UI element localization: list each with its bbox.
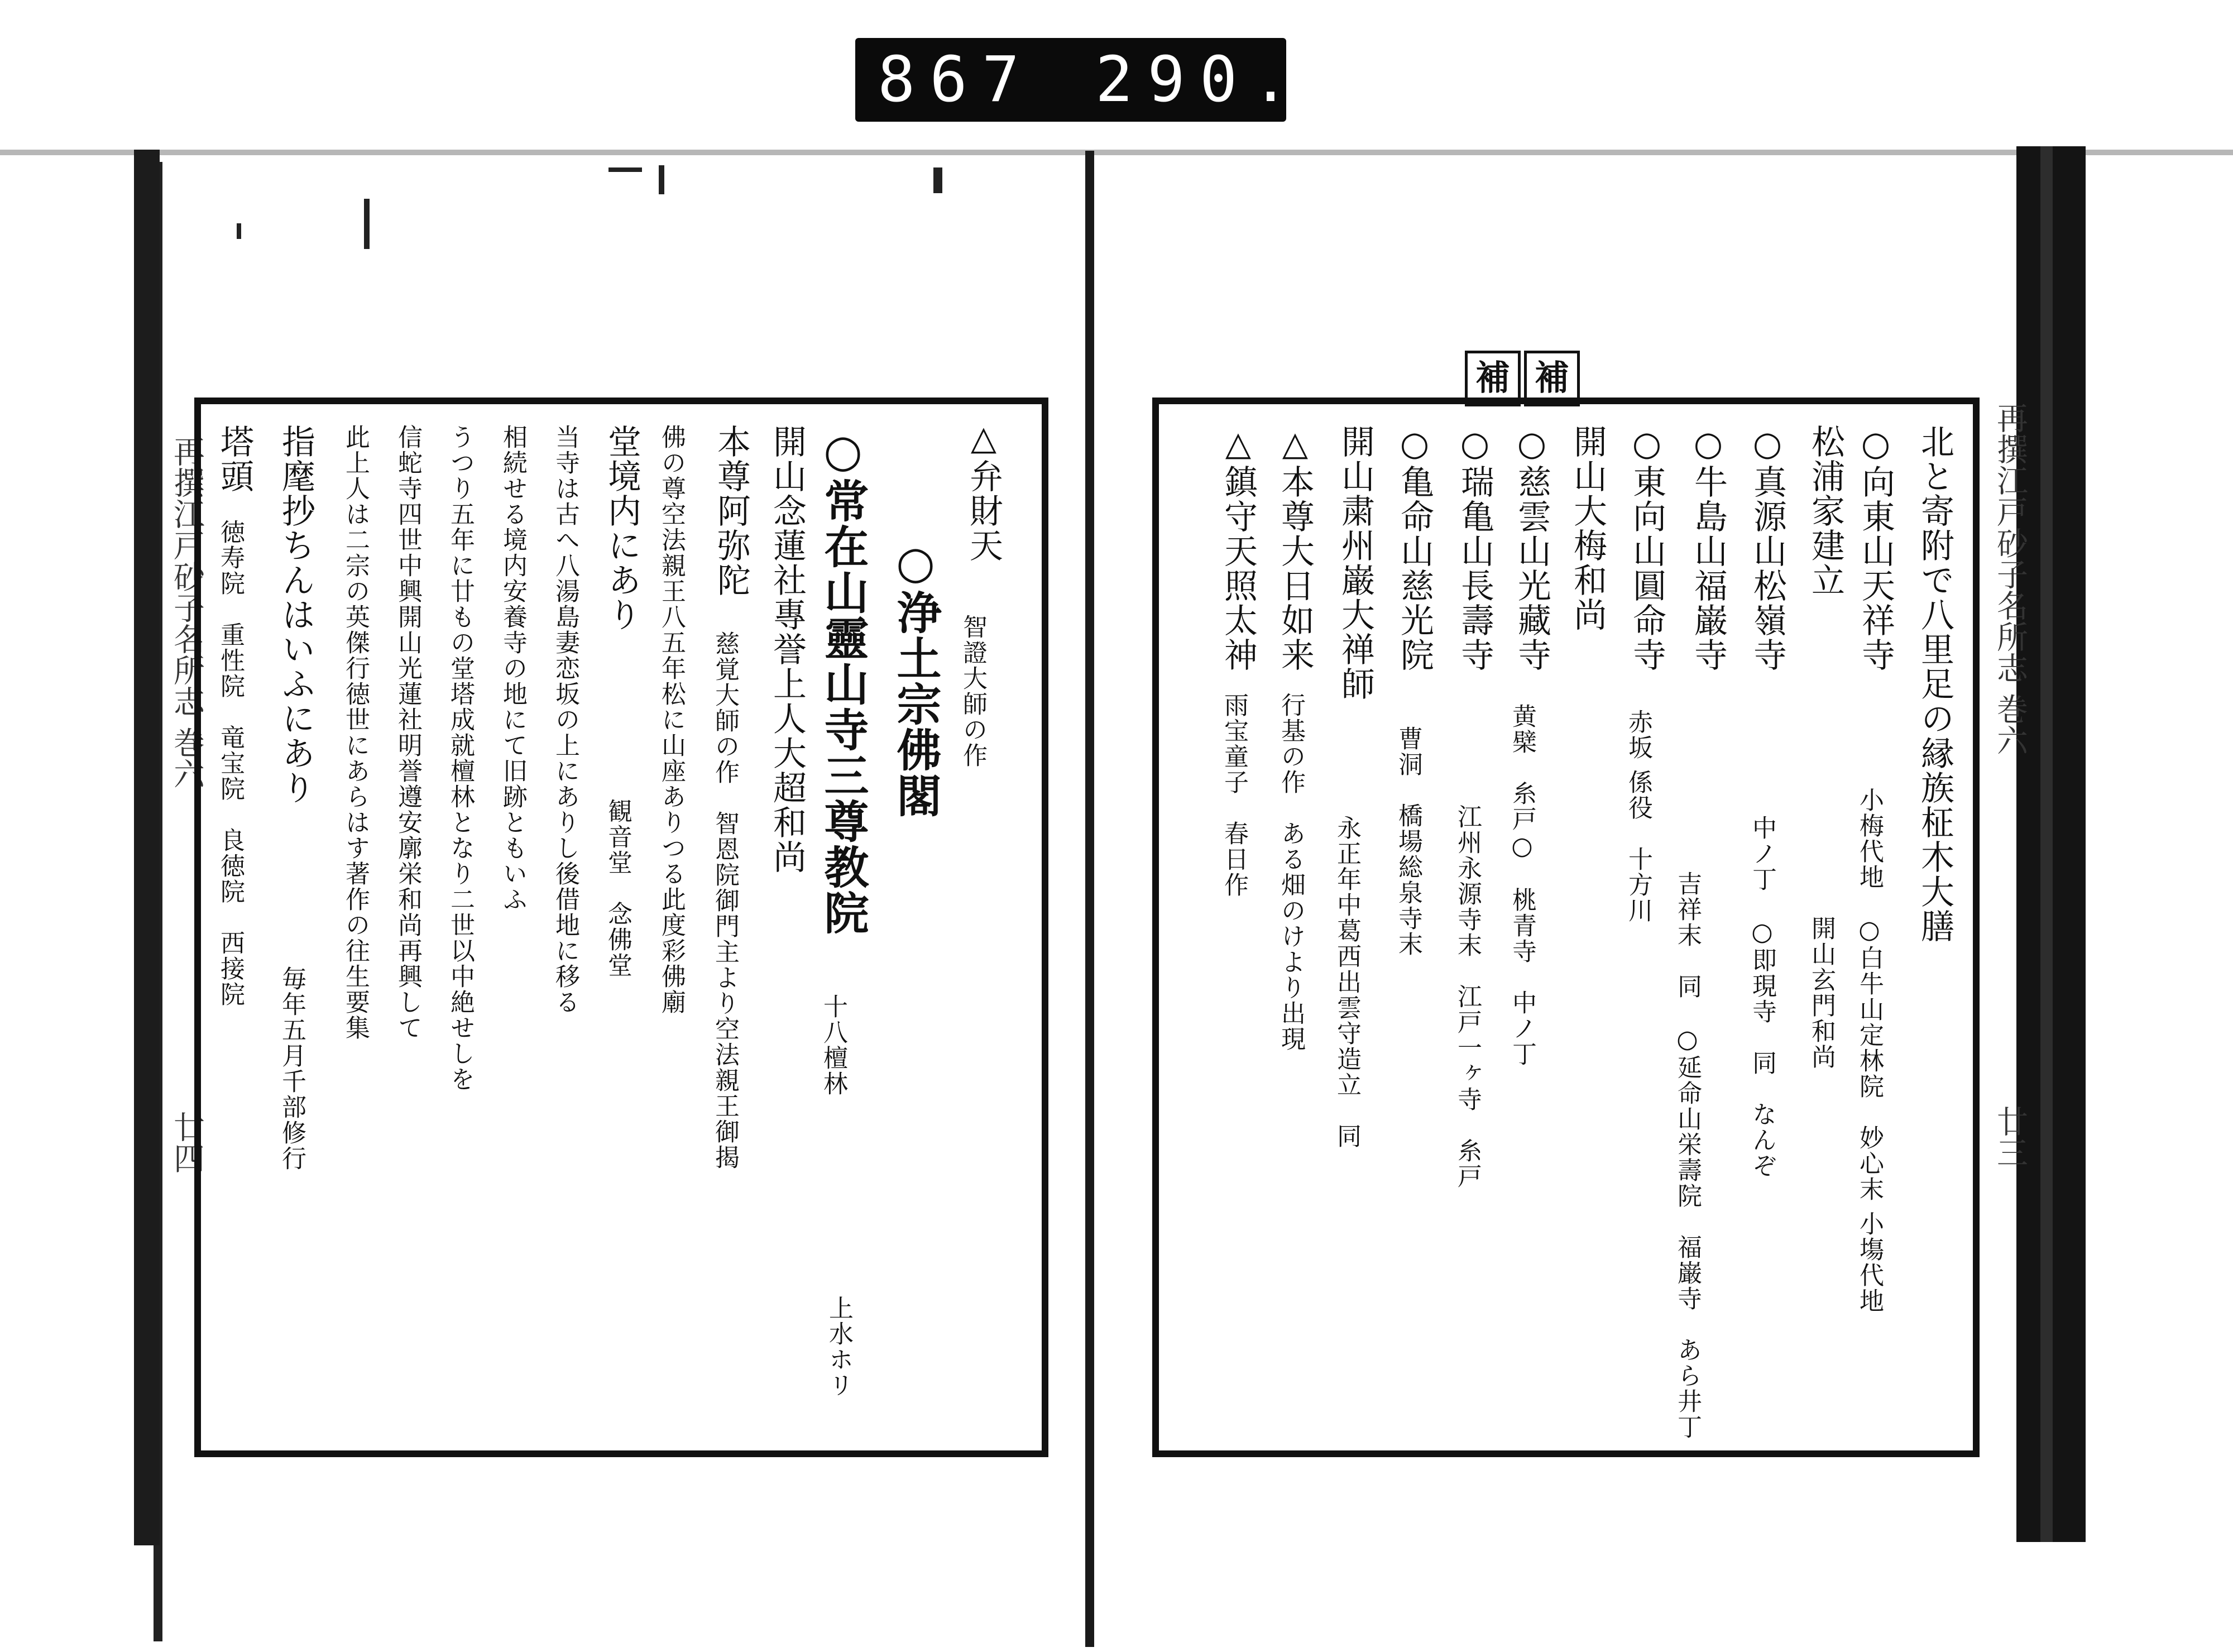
right-binding-line <box>2040 146 2053 1542</box>
left-column-14: 塔頭 <box>215 424 254 494</box>
left-page-folio: 廿四 <box>169 1111 205 1174</box>
left-column-5: 本尊阿弥陀 <box>712 424 751 597</box>
right-column-6: ○東向山圓命寺 <box>1627 424 1666 672</box>
right-column-8-note: 黄檗 糸戸○ 桃青寺 中ノ丁 <box>1508 703 1536 1067</box>
left-column-7: 堂境内にあり <box>602 424 641 632</box>
left-binding-edge <box>134 150 160 1545</box>
right-column-8: ○慈雲山光藏寺 <box>1512 424 1551 672</box>
right-column-6-note: 赤坂 係役 十方川 <box>1624 709 1652 923</box>
right-column-5-note: 吉祥末 同 ○延命山栄壽院 福巌寺 あら井丁 <box>1673 871 1702 1440</box>
left-column-6: 佛の尊空法親王八五年松に山座ありつる此度彩佛廟 <box>657 424 686 1015</box>
right-column-4-note: 中ノ丁 ○即現寺 同 なんぞ <box>1748 815 1776 1179</box>
left-column-2: ○浄土宗佛閣 <box>889 536 942 818</box>
right-column-12: △本尊大日如来 <box>1276 424 1315 672</box>
left-column-6-note: 上水ホリ <box>825 1295 853 1398</box>
right-column-13: △鎮守天照太神 <box>1219 424 1258 672</box>
right-column-3-note: 開山玄門和尚 <box>1807 916 1836 1070</box>
left-column-9: 相続せる境内安養寺の地にて旧跡ともいふ <box>499 424 527 912</box>
right-column-2: ○向東山天祥寺 <box>1856 424 1895 672</box>
left-column-14-note: 徳寿院 重性院 竜宝院 良徳院 西接院 <box>216 519 245 1007</box>
right-column-2-note: 小梅代地 ○白牛山定林院 妙心末 小塲代地 <box>1855 787 1884 1314</box>
ink-mark <box>364 199 370 249</box>
left-column-3: ○常在山靈山寺三尊教院 <box>817 424 869 936</box>
left-column-5-note: 慈覚大師の作 智恩院御門主より空法親王御揭 <box>711 631 739 1170</box>
right-column-1: 北と寄附で八里足の縁族柾木大膳 <box>1915 424 1954 944</box>
reel-frame-number: 867 <box>878 44 1034 116</box>
left-column-7-note: 観音堂 念佛堂 <box>603 798 632 978</box>
left-column-8: 当寺は古へ八湯島妻恋坂の上にありし後借地に移る <box>551 424 579 1015</box>
right-column-7: 開山大梅和尚 <box>1568 424 1607 632</box>
ink-mark <box>933 167 942 193</box>
ink-mark <box>237 223 241 239</box>
reel-label <box>855 38 1304 122</box>
right-column-10: ○亀命山慈光院 <box>1395 424 1434 672</box>
right-column-10-note: 曹洞 橋場総泉寺末 <box>1394 726 1422 957</box>
hosei-stamp: 補 <box>1465 351 1521 406</box>
left-column-11: 信蛇寺四世中興開山光蓮社明誉遵安廓栄和尚再興して <box>394 424 422 1041</box>
left-column-10: うつり五年に廿もの堂塔成就檀林となり二世以中絶せしを <box>446 424 475 1092</box>
right-page-folio: 廿三 <box>1992 1105 2028 1168</box>
left-column-13: 指麾抄ちんはいふにあり <box>276 424 315 805</box>
right-column-11: 開山粛州巌大禅師 <box>1336 424 1375 701</box>
hosei-stamp: 補 <box>1524 351 1580 406</box>
right-column-11-note: 永正年中葛西出雲守造立 同 <box>1333 815 1361 1149</box>
right-column-4: ○真源山松嶺寺 <box>1748 424 1787 672</box>
right-column-3: 松浦家建立 <box>1806 424 1845 597</box>
right-page-header-margin: 再撰江戸砂子名所志 巻六 <box>1992 402 2028 756</box>
right-column-9-note: 江州永源寺末 江戸一ヶ寺 糸戸 <box>1453 804 1482 1189</box>
book-spine <box>1085 151 1094 1647</box>
ink-mark <box>659 165 664 194</box>
right-column-13-note: 雨宝童子 春日作 <box>1220 692 1248 898</box>
left-column-3-note: 十八檀林 <box>819 994 847 1096</box>
left-column-1: △弁財天 <box>964 419 1003 563</box>
left-column-1-note: 智證大師の作 <box>959 614 987 768</box>
book-top-edge <box>0 150 2233 155</box>
reel-page-number: 290. <box>1095 44 1304 116</box>
left-column-4: 開山念蓮社專誉上人大超和尚 <box>768 424 807 874</box>
right-column-5: ○牛島山福巌寺 <box>1689 424 1728 672</box>
ink-mark <box>608 167 642 172</box>
right-column-9: ○瑞亀山長壽寺 <box>1455 424 1494 672</box>
right-column-12-note: 行基の作 ある畑のけより出現 <box>1277 692 1305 1052</box>
left-column-12: 此上人は二宗の英傑行徳世にあらはす著作の往生要集 <box>341 424 370 1041</box>
left-page-header-margin: 再撰江戸砂子名所志 巻六 <box>169 435 205 789</box>
left-column-13-note: 毎年五月千部修行 <box>277 966 306 1171</box>
